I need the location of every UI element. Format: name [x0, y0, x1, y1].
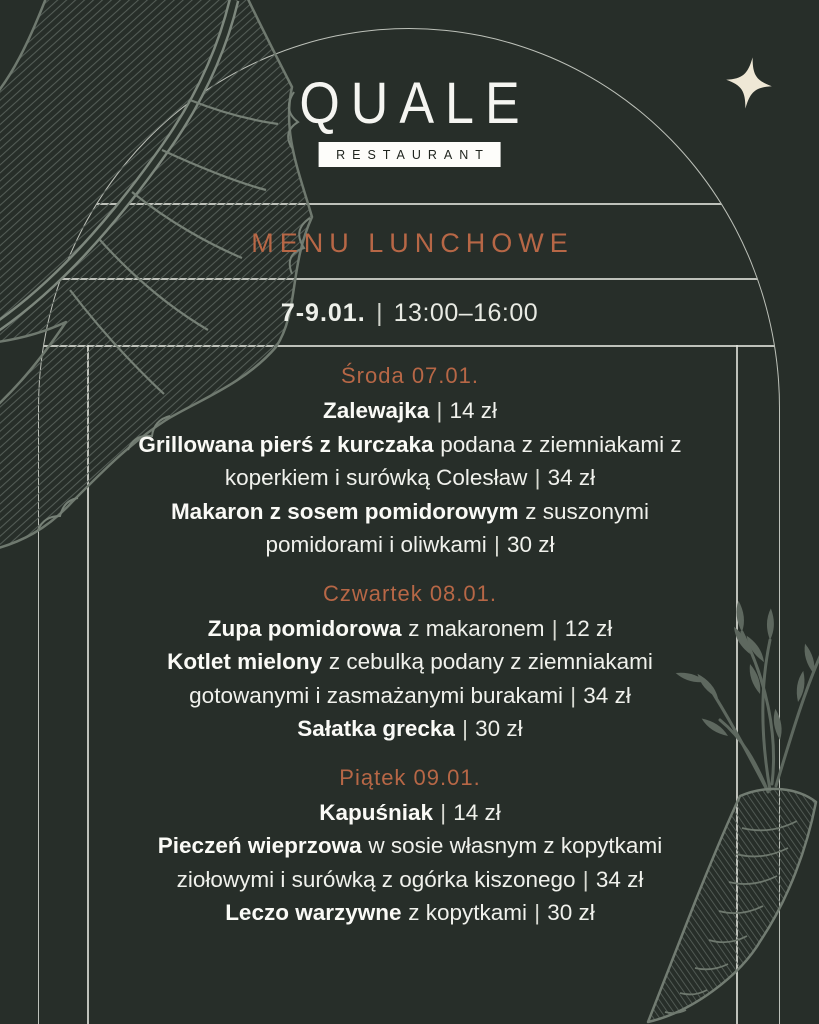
brand-subtitle: RESTAURANT: [336, 148, 490, 162]
dish-name: Makaron z sosem pomidorowym: [170, 498, 519, 524]
dish-name: Kotlet mielony: [167, 649, 323, 674]
price-separator: |: [551, 615, 558, 641]
dish-desc: z suszonymi pomidorami i oliwkami: [265, 498, 650, 557]
price-separator: |: [570, 682, 577, 708]
price-separator: |: [534, 465, 541, 490]
dish-price: 34 zł: [583, 682, 631, 708]
menu-item: [130, 896, 690, 930]
price-separator: |: [440, 799, 447, 825]
dish-name: Kapuśniak: [319, 799, 434, 825]
dish-price: 14 zł: [453, 799, 501, 825]
dish-desc: z makaronem: [408, 615, 545, 641]
price-separator: |: [493, 532, 500, 557]
dish-price: 12 zł: [564, 615, 613, 641]
brand-logo: QUALE: [299, 71, 531, 137]
menu-section: [130, 580, 690, 746]
dish-price: 34 zł: [595, 866, 644, 892]
dish-name: Grillowana pierś z kurczaka: [138, 431, 434, 457]
dish-name: Leczo warzywne: [225, 900, 402, 925]
dish-desc: w sosie własnym z kopytkami ziołowymi i surówką z ogórka kiszonego: [176, 833, 663, 892]
dish-price: 34 zł: [547, 465, 596, 490]
dish-name: Zupa pomidorowa: [207, 615, 402, 641]
menu-item: [130, 612, 690, 646]
dish-desc: z cebulką podany z ziemniakami gotowanymi i zasmażanymi burakami: [189, 649, 653, 708]
menu-item: [130, 712, 690, 746]
dish-desc: z kopytkami: [408, 900, 528, 925]
dish-price: 30 zł: [475, 716, 523, 741]
menu-item: [130, 495, 690, 562]
price-separator: |: [534, 900, 541, 925]
dish-desc: podana z ziemniakami z koperkiem i surówką Colesław: [224, 431, 682, 490]
menu-item: [130, 829, 690, 896]
menu-section: [130, 362, 690, 562]
brand-subtitle-box: [318, 142, 501, 167]
price-separator: |: [582, 866, 589, 892]
menu-item: [130, 645, 690, 712]
date-separator: |: [376, 299, 384, 327]
menu-section: [130, 764, 690, 930]
dish-name: Zalewajka: [322, 398, 430, 423]
date-bar: [0, 299, 819, 328]
serving-hours: 13:00–16:00: [393, 299, 539, 327]
menu-sections: [130, 362, 690, 948]
menu-item: [130, 428, 690, 495]
day-header: Czwartek 08.01.: [323, 580, 497, 606]
price-separator: |: [436, 398, 443, 423]
dish-price: 30 zł: [507, 532, 555, 557]
dish-name: Sałatka grecka: [297, 716, 455, 741]
menu-item: [130, 394, 690, 428]
dish-price: 14 zł: [449, 398, 498, 423]
price-separator: |: [462, 716, 468, 741]
day-header: Środa 07.01.: [341, 363, 479, 388]
day-header: Piątek 09.01.: [339, 764, 481, 790]
dish-name: Pieczeń wieprzowa: [157, 833, 362, 858]
menu-title: MENU LUNCHOWE: [251, 228, 574, 258]
menu-item: [130, 796, 690, 830]
date-range: 7-9.01.: [280, 299, 366, 327]
dish-price: 30 zł: [547, 900, 595, 925]
